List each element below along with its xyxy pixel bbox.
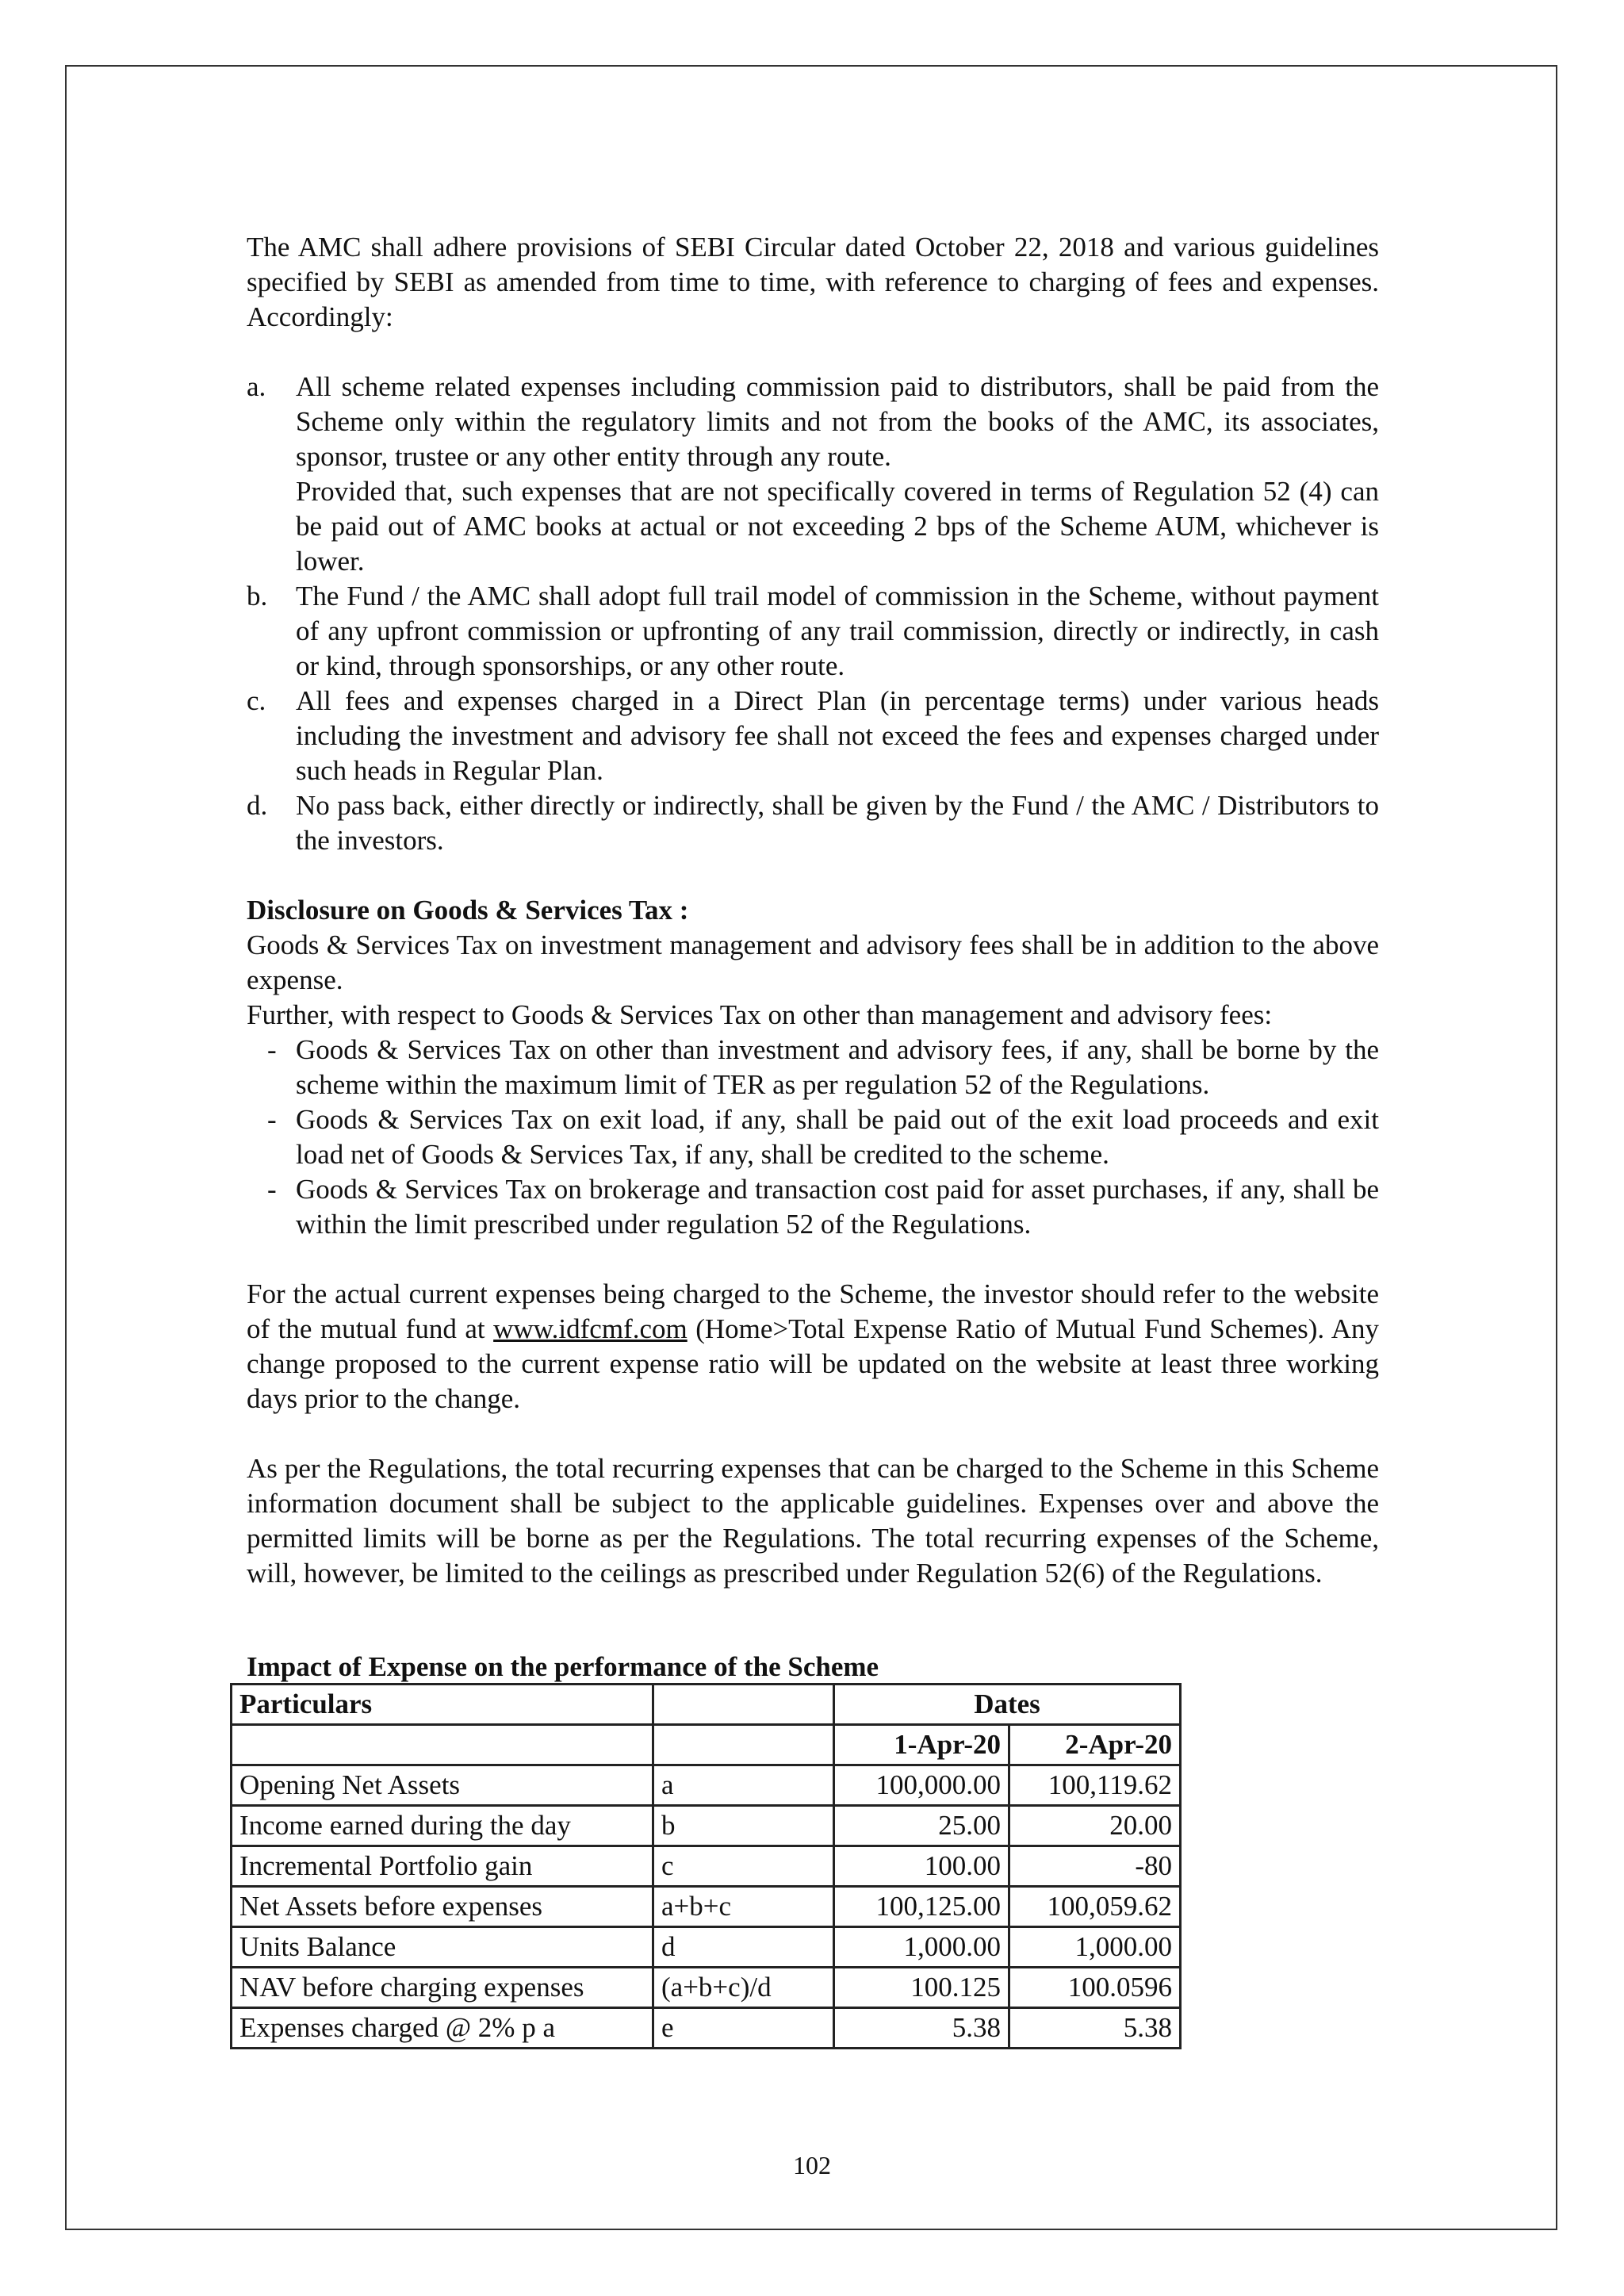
header-date-2: 2-Apr-20	[1009, 1725, 1181, 1765]
cell-ref: b	[653, 1806, 834, 1846]
actual-text-after: (Home>Total Expense Ratio of Mutual Fund Schemes). Any change proposed to the current expense ratio will be updated on the website at least three working days prior to the change.	[247, 1313, 1379, 1414]
subheader-blank	[653, 1725, 834, 1765]
page-number: 102	[793, 2151, 831, 2179]
header-date-1: 1-Apr-20	[834, 1725, 1009, 1765]
cell-value-2: 20.00	[1009, 1806, 1181, 1846]
table-row	[232, 1806, 1181, 1846]
cell-value-2: 1,000.00	[1009, 1927, 1181, 1968]
dash-marker: -	[267, 1034, 277, 1065]
document-body	[247, 230, 1379, 1591]
actual-expenses-paragraph	[247, 1277, 1379, 1416]
gst-bullet-text: Goods & Services Tax on brokerage and transaction cost paid for asset purchases, if any, shall be within the limit prescribed under regulation 52 of the Regulations.	[296, 1174, 1379, 1240]
gst-paragraph-2: Further, with respect to Goods & Services Tax on other than management and advisory fees:	[247, 999, 1273, 1030]
cell-value-1: 100,125.00	[834, 1887, 1009, 1927]
cell-particular: NAV before charging expenses	[232, 1968, 653, 2008]
table-header-row	[232, 1685, 1181, 1725]
cell-ref: d	[653, 1927, 834, 1968]
cell-particular: Expenses charged @ 2% p a	[232, 2008, 653, 2049]
intro-paragraph: The AMC shall adhere provisions of SEBI Circular dated October 22, 2018 and various guidelines specified by SEBI as amended from time to time, with reference to charging of fees and expenses. Accordingly:	[247, 232, 1379, 332]
list-item-b	[247, 579, 1379, 684]
gst-paragraph-1: Goods & Services Tax on investment management and advisory fees shall be in addition to the above expense.	[247, 930, 1379, 995]
header-dates: Dates	[834, 1685, 1181, 1725]
gst-bullet-text: Goods & Services Tax on other than investment and advisory fees, if any, shall be borne by the scheme within the maximum limit of TER as per regulation 52 of the Regulations.	[296, 1034, 1379, 1100]
gst-heading: Disclosure on Goods & Services Tax :	[247, 895, 689, 926]
gst-bullet-1	[247, 1033, 1379, 1102]
list-marker: d.	[247, 790, 268, 821]
cell-particular: Opening Net Assets	[232, 1765, 653, 1806]
gst-bullet-3	[247, 1172, 1379, 1242]
cell-value-1: 100.125	[834, 1968, 1009, 2008]
actual-text-before: For the actual current expenses being charged to the Scheme, the investor should refer to the website of the mutual fund at	[247, 1278, 1379, 1344]
cell-value-1: 100,000.00	[834, 1765, 1009, 1806]
table-row	[232, 1968, 1181, 2008]
list-item-d	[247, 788, 1379, 858]
cell-value-2: 100,119.62	[1009, 1765, 1181, 1806]
cell-particular: Net Assets before expenses	[232, 1887, 653, 1927]
cell-value-1: 100.00	[834, 1846, 1009, 1887]
table-row	[232, 1887, 1181, 1927]
cell-value-2: 100.0596	[1009, 1968, 1181, 2008]
cell-value-2: 5.38	[1009, 2008, 1181, 2049]
gst-bullet-2	[247, 1102, 1379, 1172]
list-marker: b.	[247, 581, 268, 611]
header-particulars: Particulars	[232, 1685, 653, 1725]
list-item-c	[247, 684, 1379, 788]
list-marker: c.	[247, 685, 266, 716]
cell-ref: c	[653, 1846, 834, 1887]
list-item-text: All scheme related expenses including commission paid to distributors, shall be paid from the Scheme only within the regulatory limits and not from the books of the AMC, its associates, sponsor, trustee or any other entity through any route.	[296, 371, 1379, 472]
cell-value-2: 100,059.62	[1009, 1887, 1181, 1927]
table-row	[232, 1846, 1181, 1887]
impact-table	[230, 1683, 1182, 2049]
cell-particular: Income earned during the day	[232, 1806, 653, 1846]
cell-particular: Units Balance	[232, 1927, 653, 1968]
cell-ref: (a+b+c)/d	[653, 1968, 834, 2008]
list-item-proviso: Provided that, such expenses that are not specifically covered in terms of Regulation 52 (4) can be paid out of AMC books at actual or not exceeding 2 bps of the Scheme AUM, whichever is lower.	[296, 476, 1379, 577]
cell-ref: e	[653, 2008, 834, 2049]
table-row	[232, 2008, 1181, 2049]
list-item-text: No pass back, either directly or indirectly, shall be given by the Fund / the AMC / Distributors to the investors.	[296, 790, 1379, 856]
table-title: Impact of Expense on the performance of the Scheme	[247, 1651, 879, 1682]
subheader-blank	[232, 1725, 653, 1765]
list-item-a	[247, 370, 1379, 579]
gst-bullet-text: Goods & Services Tax on exit load, if any, shall be paid out of the exit load proceeds and exit load net of Goods & Services Tax, if any, shall be credited to the scheme.	[296, 1104, 1379, 1170]
table-subheader-row	[232, 1725, 1181, 1765]
cell-particular: Incremental Portfolio gain	[232, 1846, 653, 1887]
list-marker: a.	[247, 371, 266, 402]
cell-value-1: 1,000.00	[834, 1927, 1009, 1968]
list-item-text: All fees and expenses charged in a Direct Plan (in percentage terms) under various heads including the investment and advisory fee shall not exceed the fees and expenses charged under such heads in Regular Plan.	[296, 685, 1379, 786]
cell-value-1: 25.00	[834, 1806, 1009, 1846]
website-link[interactable]: www.idfcmf.com	[493, 1313, 688, 1344]
cell-ref: a	[653, 1765, 834, 1806]
header-ref	[653, 1685, 834, 1725]
cell-value-2: -80	[1009, 1846, 1181, 1887]
table-row	[232, 1765, 1181, 1806]
list-item-text: The Fund / the AMC shall adopt full trail model of commission in the Scheme, without payment of any upfront commission or upfronting of any trail commission, directly or indirectly, in cash or kind, through sponsorships, or any other route.	[296, 581, 1379, 681]
dash-marker: -	[267, 1104, 277, 1135]
dash-marker: -	[267, 1174, 277, 1205]
cell-value-1: 5.38	[834, 2008, 1009, 2049]
cell-ref: a+b+c	[653, 1887, 834, 1927]
table-row	[232, 1927, 1181, 1968]
regulations-paragraph: As per the Regulations, the total recurring expenses that can be charged to the Scheme in this Scheme information document shall be subject to the applicable guidelines. Expenses over and above the permitted limits will be borne as per the Regulations. The total recurring expenses of the Scheme, will, however, be limited to the ceilings as prescribed under Regulation 52(6) of the Regulations.	[247, 1453, 1379, 1589]
